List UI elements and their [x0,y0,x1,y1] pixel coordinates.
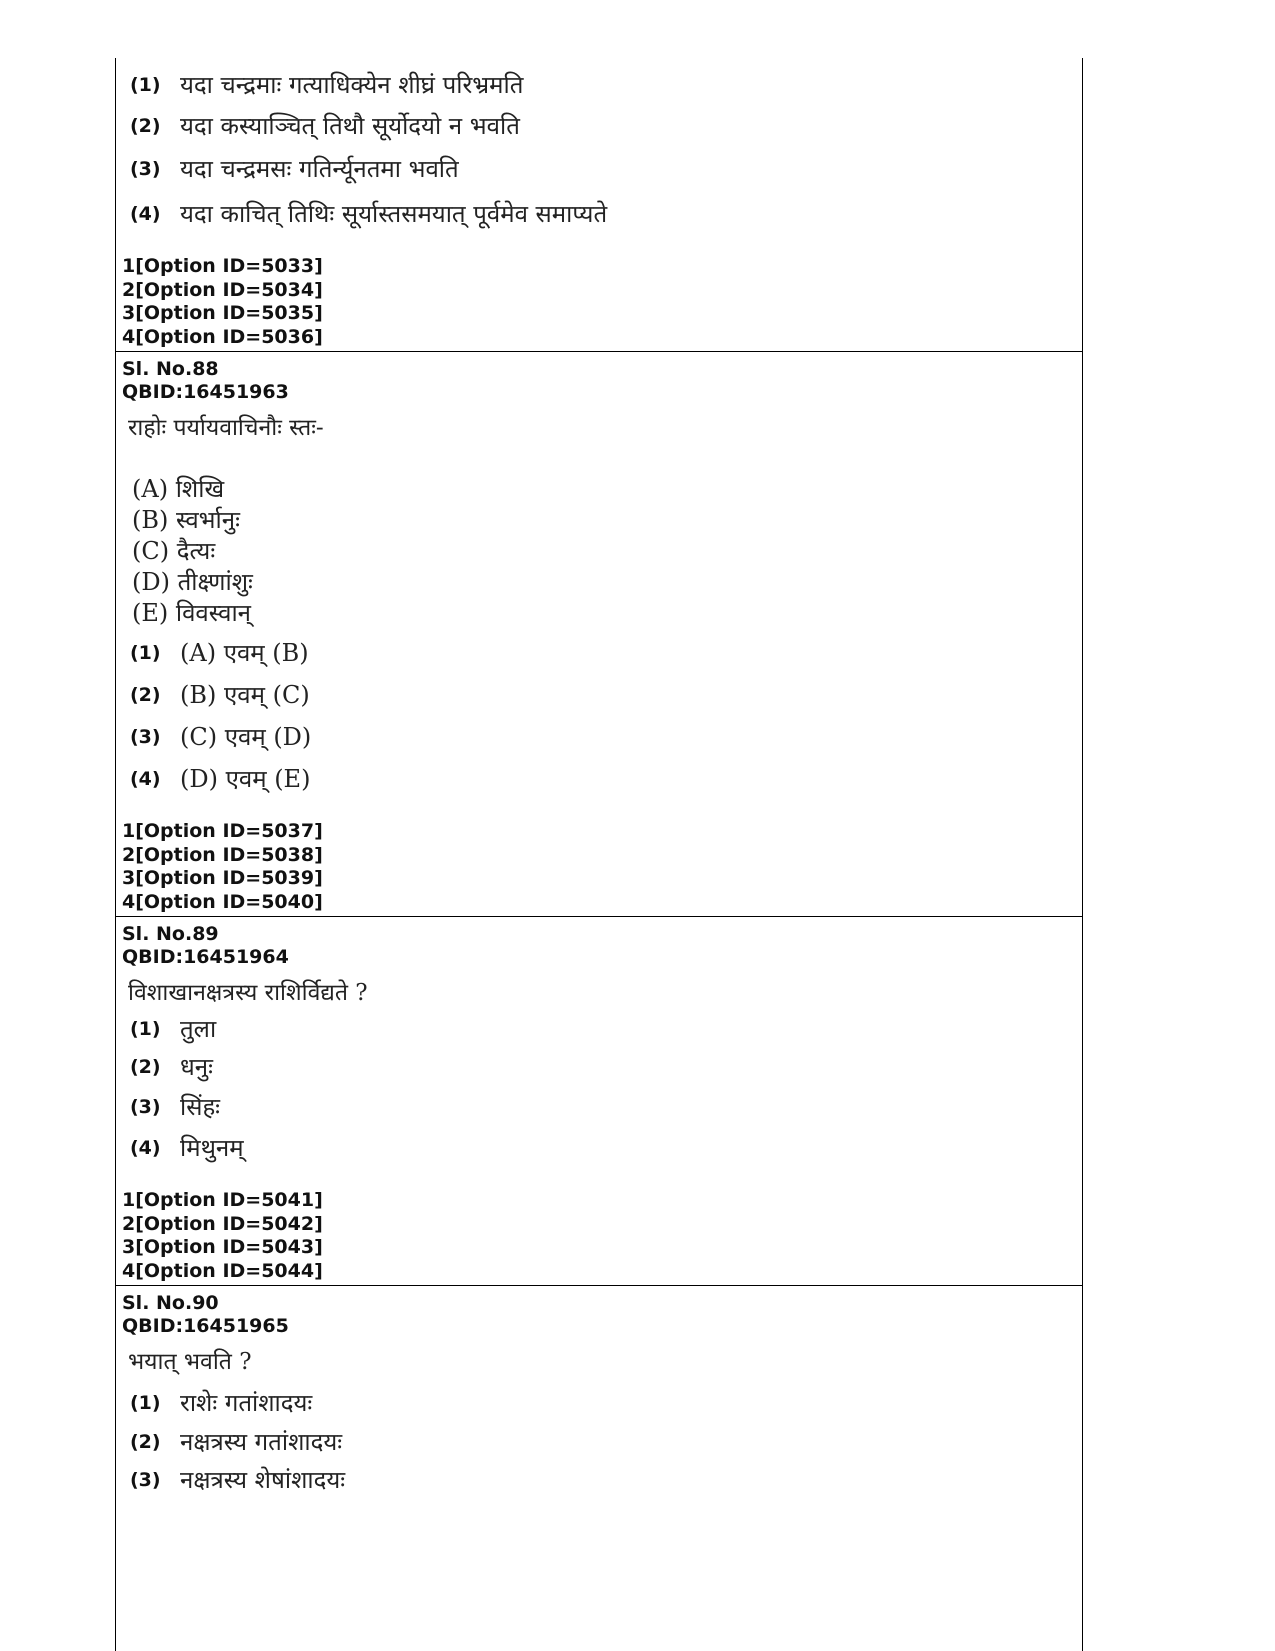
option-id: 4[Option ID=5044] [122,1259,323,1282]
option-id: 4[Option ID=5040] [122,890,323,913]
q89-option-4 [130,1131,244,1164]
statement-item: (E) विवस्वान् [132,599,251,627]
q89-serial-number: Sl. No.89 [122,923,219,945]
q88-qbid: QBID:16451963 [122,381,289,403]
option-id: 2[Option ID=5034] [122,278,323,301]
option-number: (2) [130,1430,161,1453]
q88-option-3 [130,720,311,753]
option-text: (B) एवम् (C) [180,681,310,709]
q88-option-4 [130,762,310,795]
option-number: (3) [130,1095,161,1118]
option-number: (1) [130,1017,161,1040]
option-number: (1) [130,73,161,96]
option-text: तुला [180,1015,217,1043]
q89-option-2 [130,1050,213,1083]
option-number: (3) [130,725,161,748]
section-divider [116,916,1082,917]
option-text: (A) एवम् (B) [180,639,309,667]
option-number: (1) [130,641,161,664]
option-text: मिथुनम् [180,1134,244,1162]
option-id: 1[Option ID=5041] [122,1189,323,1211]
q88-option-1 [130,636,309,669]
option-number: (4) [130,1136,161,1159]
option-number: (2) [130,683,161,706]
statement-item: (C) दैत्यः [132,537,216,565]
option-id: 1[Option ID=5033] [122,255,323,277]
q88-option-ids [122,820,323,914]
q90-option-3 [130,1463,345,1496]
option-number: (4) [130,767,161,790]
option-number: (3) [130,1468,161,1491]
q87-option-ids [122,255,323,349]
q88-option-2 [130,678,310,711]
q90-option-1 [130,1386,312,1419]
q87-option-1 [130,68,523,101]
q90-question-text: भयात् भवति ? [128,1349,252,1375]
q87-option-2 [130,109,520,142]
option-text: (D) एवम् (E) [180,765,311,793]
option-text: नक्षत्रस्य गतांशादयः [180,1428,343,1456]
section-divider [116,351,1082,352]
option-id: 2[Option ID=5038] [122,843,323,866]
statement-item: (D) तीक्ष्णांशुः [132,568,253,596]
option-text: यदा चन्द्रमसः गतिर्न्यूनतमा भवति [180,155,459,183]
option-number: (2) [130,1055,161,1078]
option-text: यदा कस्याञ्चित् तिथौ सूर्योदयो न भवति [180,112,520,140]
option-id: 3[Option ID=5039] [122,867,323,889]
q87-option-4 [130,197,607,230]
statement-item: (B) स्वर्भानुः [132,506,240,534]
option-number: (2) [130,114,161,137]
statement-item: (A) शिखि [132,475,225,503]
section-divider [116,1285,1082,1286]
q88-question-text: राहोः पर्यायवाचिनौः स्तः- [128,415,324,441]
option-number: (4) [130,202,161,225]
option-id: 2[Option ID=5042] [122,1212,323,1235]
option-number: (1) [130,1391,161,1414]
option-text: धनुः [180,1053,213,1081]
q89-question-text: विशाखानक्षत्रस्य राशिर्विद्यते ? [128,980,368,1006]
q90-option-2 [130,1425,342,1458]
option-text: सिंहः [180,1093,221,1121]
q89-option-3 [130,1090,220,1123]
q90-qbid: QBID:16451965 [122,1315,289,1337]
q89-qbid: QBID:16451964 [122,946,289,968]
option-text: यदा चन्द्रमाः गत्याधिक्येन शीघ्रं परिभ्रमति [180,71,524,99]
q88-serial-number: Sl. No.88 [122,358,219,380]
q90-serial-number: Sl. No.90 [122,1292,219,1314]
option-id: 3[Option ID=5035] [122,302,323,324]
question-paper-page [115,58,1083,1651]
q89-option-ids [122,1189,323,1283]
q87-option-3 [130,152,459,185]
q89-option-1 [130,1012,216,1045]
option-id: 1[Option ID=5037] [122,820,323,842]
option-id: 3[Option ID=5043] [122,1236,323,1258]
q88-statement-list [132,474,253,629]
option-id: 4[Option ID=5036] [122,325,323,348]
option-text: (C) एवम् (D) [180,723,312,751]
option-text: राशेः गतांशादयः [180,1389,313,1417]
option-number: (3) [130,157,161,180]
option-text: नक्षत्रस्य शेषांशादयः [180,1466,346,1494]
option-text: यदा काचित् तिथिः सूर्यास्तसमयात् पूर्वमेव समाप्यते [180,200,608,228]
